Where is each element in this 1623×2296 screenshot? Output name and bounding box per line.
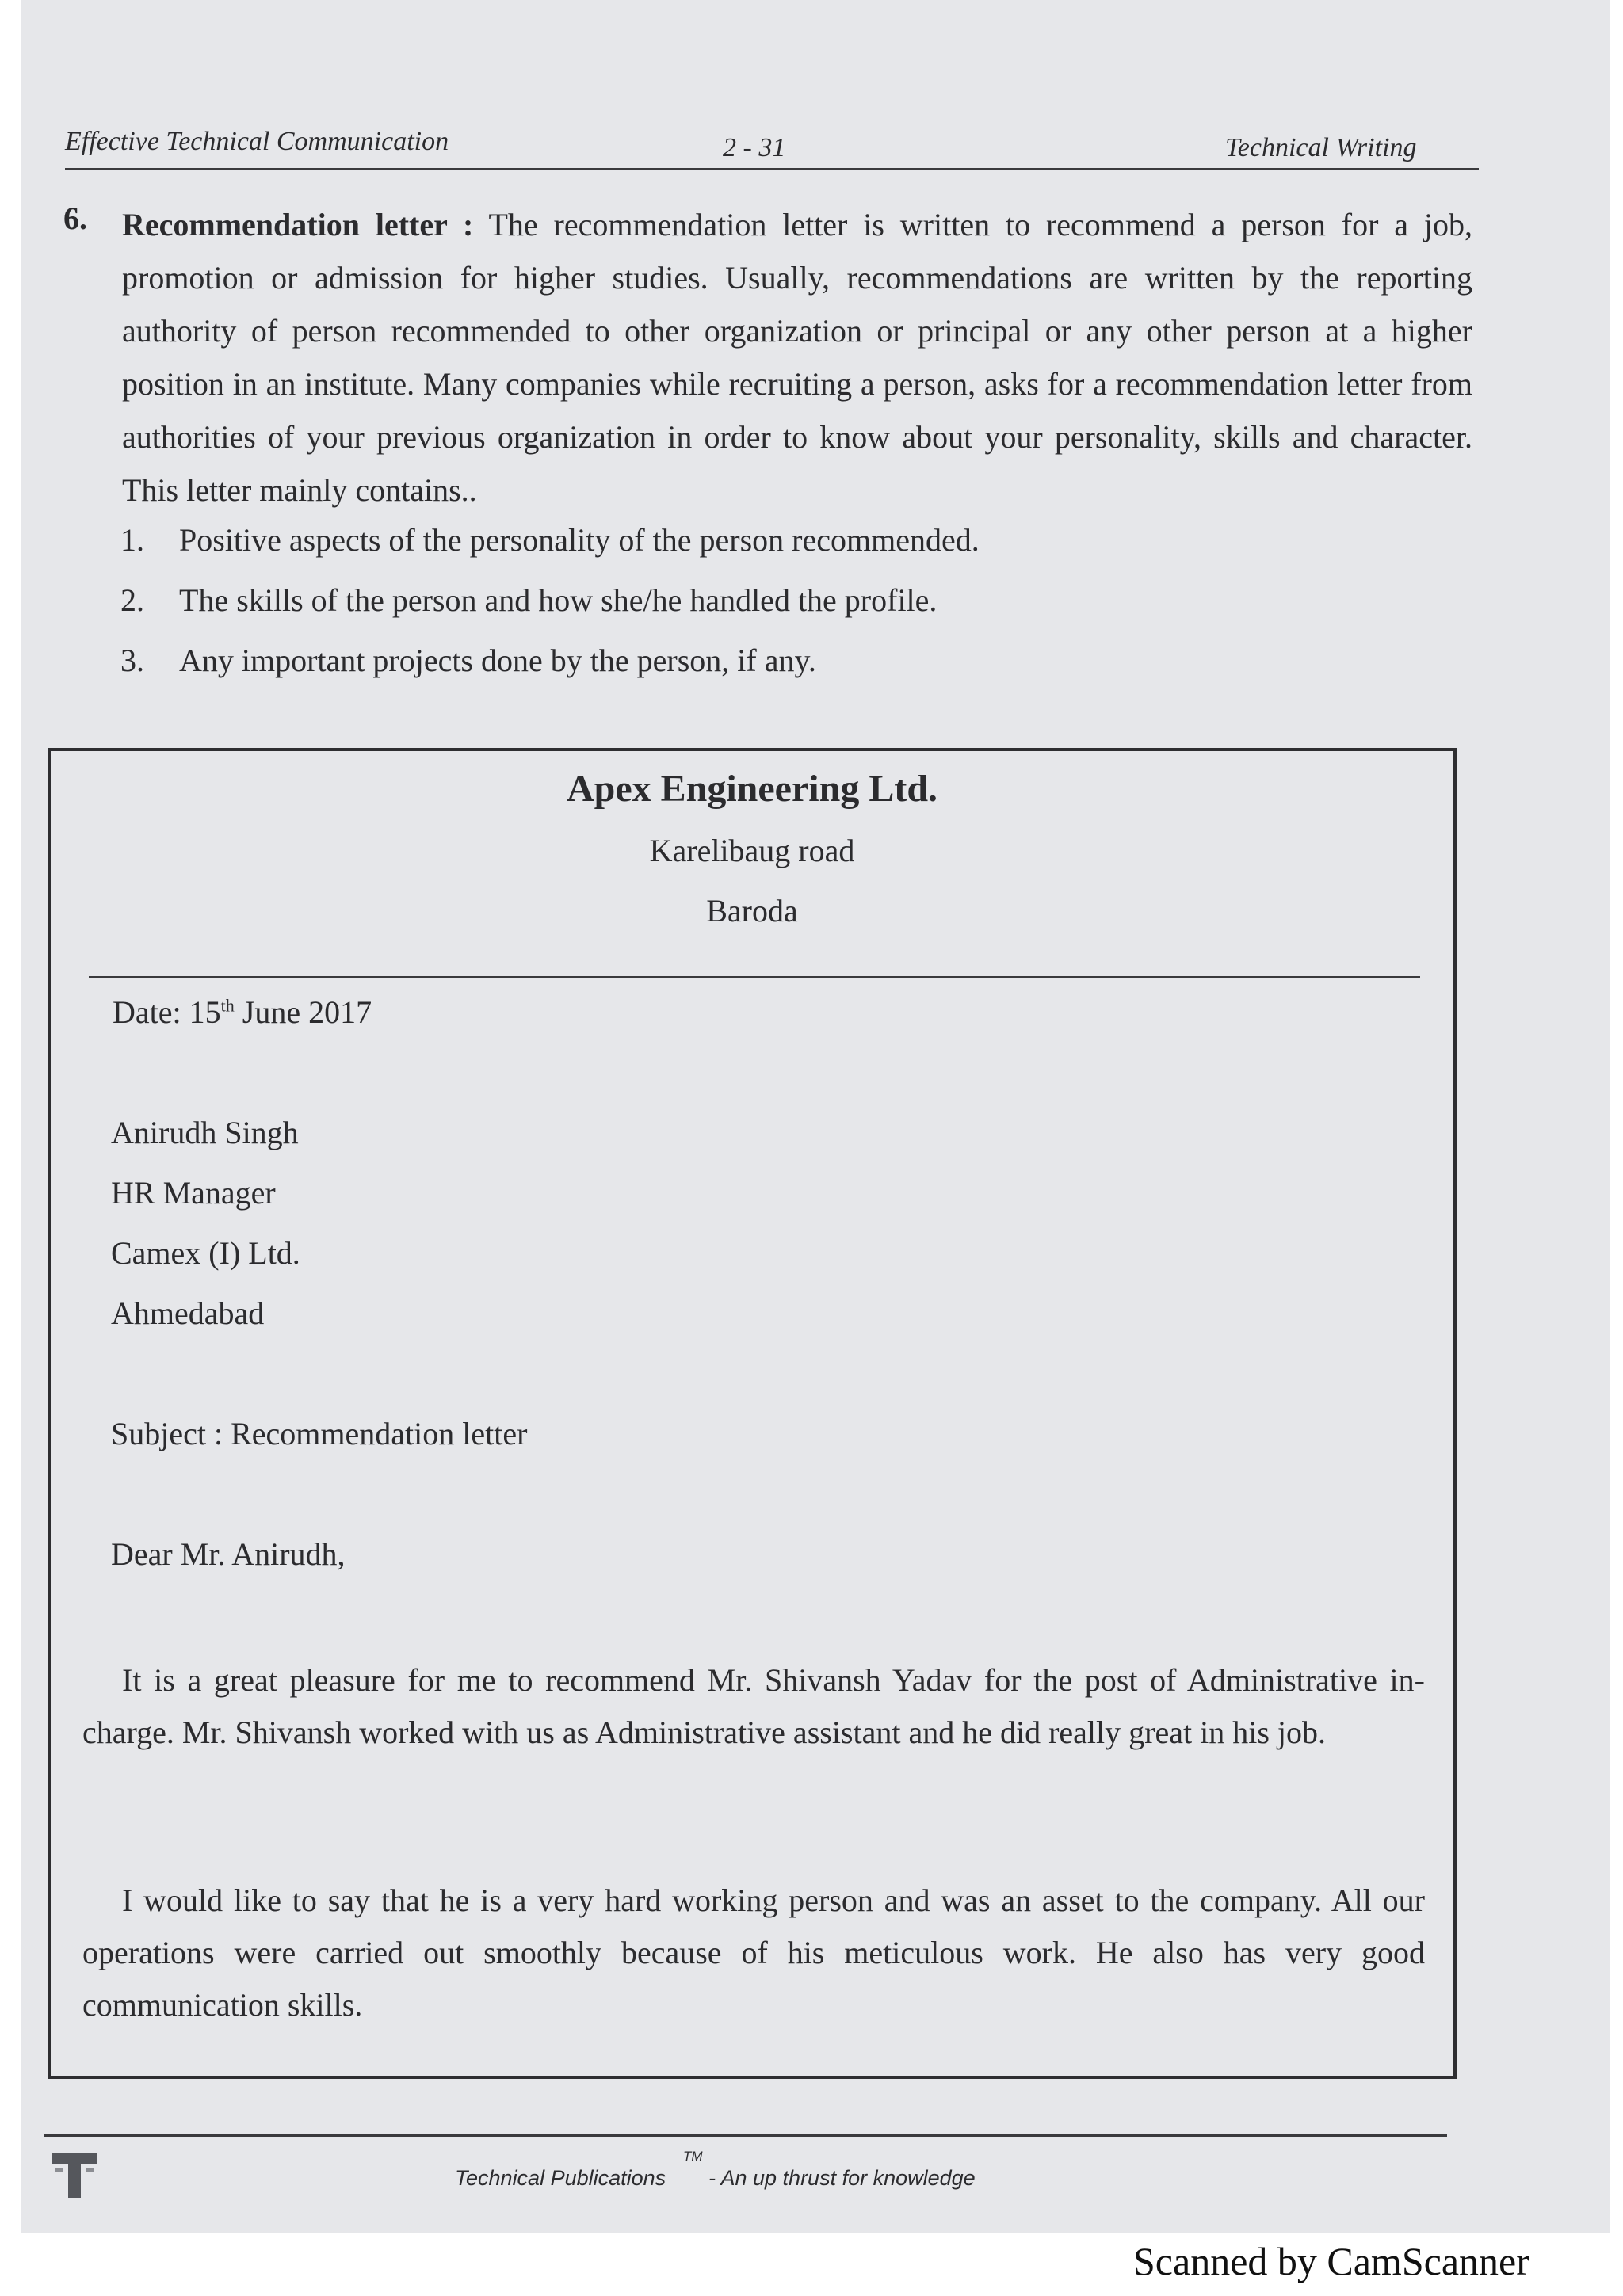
- footer-trademark: TM: [683, 2149, 703, 2164]
- header-page-number: 2 - 31: [723, 133, 786, 162]
- date-day: Date: 15: [113, 994, 221, 1030]
- section-text: The recommendation letter is written to recommend a person for a job, promotion or admission for higher studies. Usually, recommendations are written by the reporting authority of person recommended to other organization or principal or any other person at a higher position in an institute. Many companies while recruiting a person, asks for a recommendation letter from authorities of your previous organization in order to know about your personality, skills and character. This letter mainly contains..: [122, 207, 1473, 508]
- recipient-company: Camex (I) Ltd.: [111, 1235, 300, 1271]
- list-item: [120, 582, 938, 619]
- section-term: Recommendation letter :: [122, 207, 474, 242]
- recipient-city: Ahmedabad: [111, 1295, 265, 1331]
- footer-publisher: Technical Publications: [455, 2166, 666, 2190]
- header-book-title: Effective Technical Communication: [65, 127, 449, 156]
- list-item-number: 3.: [120, 643, 144, 678]
- letter-paragraph-2: I would like to say that he is a very hard working person and was an asset to the company. All our operations were carried out smoothly because of his meticulous work. He also has very good communication skills.: [82, 1882, 1425, 2023]
- header-rule: [65, 168, 1479, 170]
- publisher-logo-icon: [49, 2149, 101, 2201]
- letter-box: [48, 748, 1457, 2079]
- footer-tagline: - An up thrust for knowledge: [708, 2166, 976, 2190]
- list-item-text: The skills of the person and how she/he handled the profile.: [179, 582, 938, 618]
- list-item-text: Positive aspects of the personality of the person recommended.: [179, 522, 980, 558]
- list-item: [120, 642, 816, 679]
- letterhead-rule: [89, 976, 1420, 978]
- list-item: [120, 521, 980, 559]
- recipient-name: Anirudh Singh: [111, 1115, 299, 1150]
- company-address-street: Karelibaug road: [649, 833, 855, 868]
- section-number: 6.: [63, 200, 87, 236]
- list-item-number: 1.: [120, 522, 144, 558]
- company-address-city: Baroda: [706, 893, 798, 929]
- header-chapter-title: Technical Writing: [1225, 133, 1417, 162]
- date-suffix: th: [220, 995, 235, 1016]
- list-item-text: Any important projects done by the person, if any.: [179, 643, 816, 678]
- date-month-year: June 2017: [242, 994, 372, 1030]
- letter-date: [113, 994, 372, 1031]
- letter-salutation: Dear Mr. Anirudh,: [111, 1536, 346, 1572]
- letter-subject: Subject : Recommendation letter: [111, 1416, 528, 1451]
- footer-rule: [44, 2134, 1447, 2137]
- scanner-watermark: Scanned by CamScanner: [1133, 2239, 1529, 2283]
- list-item-number: 2.: [120, 582, 144, 618]
- recipient-title: HR Manager: [111, 1175, 276, 1211]
- letter-paragraph-1: It is a great pleasure for me to recommend Mr. Shivansh Yadav for the post of Administrative in-charge. Mr. Shivansh worked with us as Administrative assistant and he did really great in his job.: [82, 1662, 1425, 1750]
- company-name: Apex Engineering Ltd.: [566, 768, 938, 810]
- scanned-page: [21, 0, 1610, 2233]
- section-paragraph: [122, 198, 1472, 517]
